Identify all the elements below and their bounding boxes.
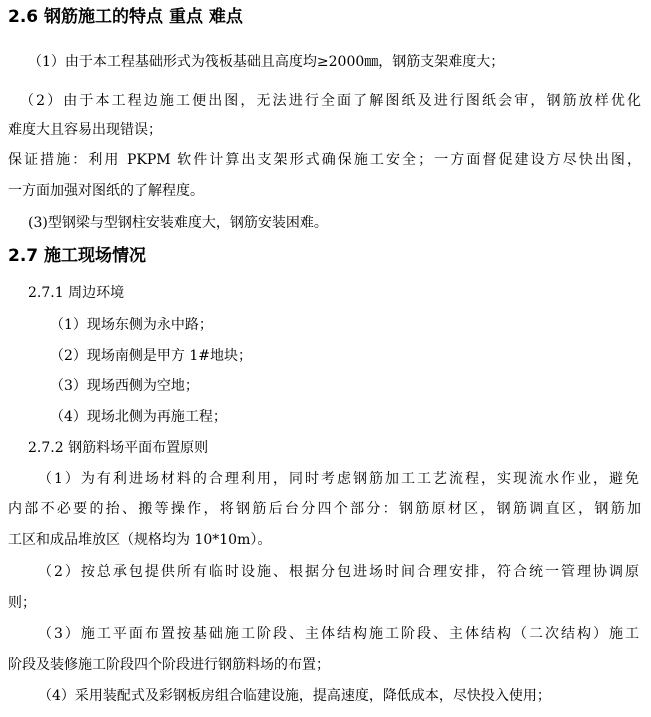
- s26-item-2-line-1: （2）由于本工程边施工便出图，无法进行全面了解图纸及进行图纸会审，钢筋放样优化: [20, 93, 641, 109]
- s271-item: （2）现场南侧是甲方 1#地块；: [50, 348, 252, 364]
- s26-item-2-line-2: 难度大且容易出现错误；: [8, 122, 162, 138]
- s271-item: （1）现场东侧为永中路；: [50, 317, 213, 333]
- s271-title: 2.7.1 周边环境: [28, 285, 125, 301]
- s26-measure-line-1: 保证措施：利用 PKPM 软件计算出支架形式确保施工安全；一方面督促建设方尽快出图，: [8, 152, 641, 168]
- s272-p3-line-1: （3）施工平面布置按基础施工阶段、主体结构施工阶段、主体结构（二次结构）施工: [38, 626, 639, 642]
- heading-2-7: 2.7 施工现场情况: [8, 246, 147, 266]
- s26-item-1: （1）由于本工程基础形式为筏板基础且高度均≥2000㎜，钢筋支架难度大；: [28, 54, 505, 70]
- s272-p1-line-3: 工区和成品堆放区（规格均为 10*10m）。: [8, 532, 272, 548]
- s271-item: （4）现场北侧为再施工程；: [50, 409, 227, 425]
- s272-title: 2.7.2 钢筋料场平面布置原则: [28, 440, 209, 456]
- heading-2-6: 2.6 钢筋施工的特点 重点 难点: [8, 7, 243, 27]
- s272-p2-line-2: 则；: [8, 595, 36, 611]
- s272-p4-line-1: （4）采用装配式及彩钢板房组合临建设施，提高速度，降低成本，尽快投入使用；: [38, 688, 551, 704]
- s272-p3-line-2: 阶段及装修施工阶段四个阶段进行钢筋料场的布置；: [8, 657, 330, 673]
- s272-p1-line-1: （1）为有利进场材料的合理利用，同时考虑钢筋加工工艺流程，实现流水作业，避免: [38, 471, 639, 487]
- s272-p1-line-2: 内部不必要的抬、搬等操作，将钢筋后台分四个部分：钢筋原材区，钢筋调直区，钢筋加: [8, 501, 641, 517]
- s271-item: （3）现场西侧为空地；: [50, 378, 199, 394]
- s272-p2-line-1: （2）按总承包提供所有临时设施、根据分包进场时间合理安排，符合统一管理协调原: [38, 564, 639, 580]
- s26-measure-line-2: 一方面加强对图纸的了解程度。: [8, 183, 204, 199]
- s26-item-3: (3)型钢梁与型钢柱安装难度大，钢筋安装困难。: [28, 215, 328, 231]
